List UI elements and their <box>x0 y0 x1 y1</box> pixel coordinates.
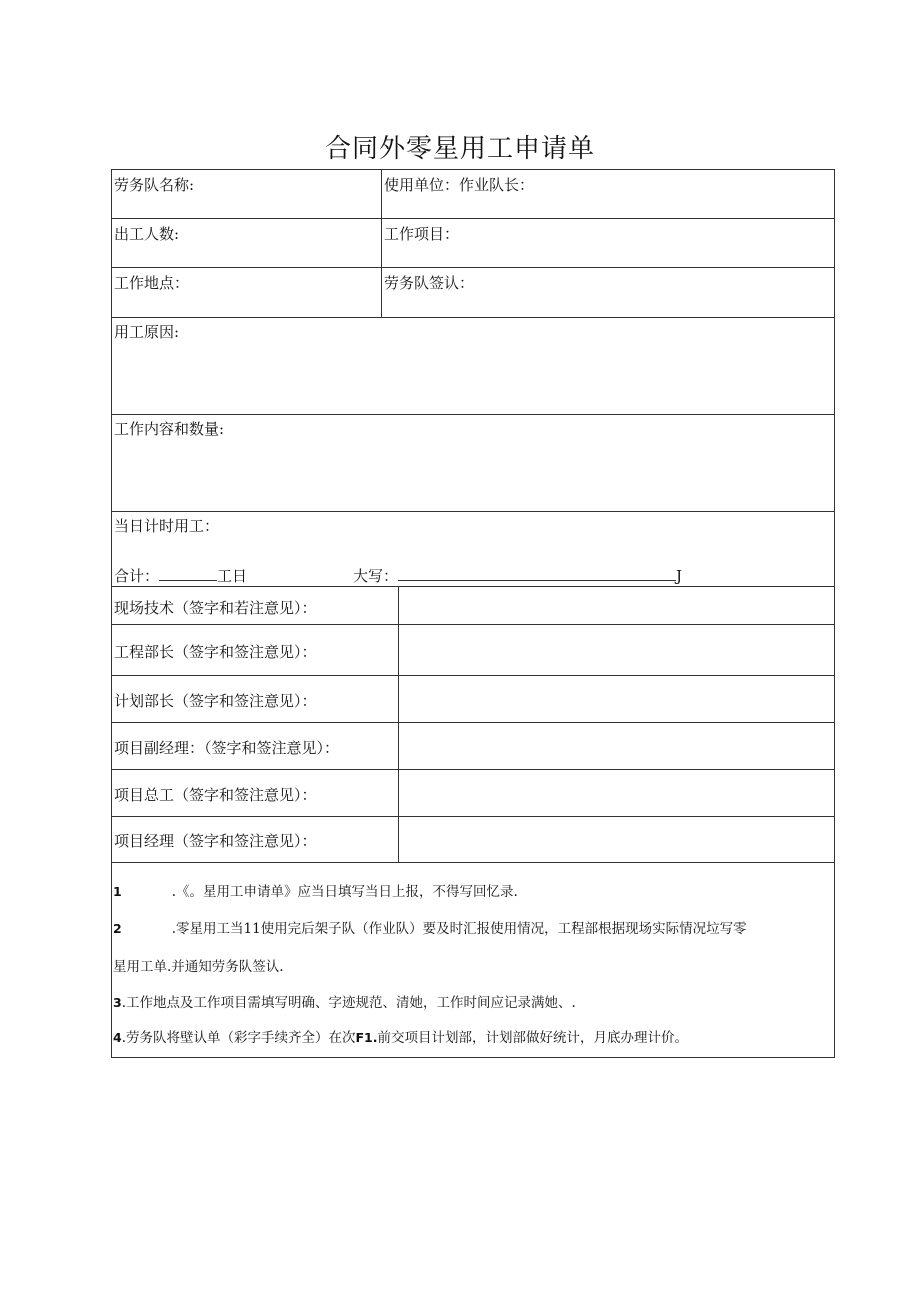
note-bold-code: F1. <box>355 1030 378 1045</box>
signature-row <box>112 723 834 770</box>
row-work-location <box>112 268 834 318</box>
signature-label: 工程部长（签字和签注意见）： <box>114 643 317 661</box>
daily-total-line <box>114 565 682 586</box>
signature-field[interactable] <box>398 817 834 862</box>
daily-hours-section <box>112 512 834 586</box>
note-text: 星用工单.并通知劳务队签认. <box>113 959 284 975</box>
signature-row <box>112 676 834 723</box>
signature-label: 现场技术（签字和若注意见）： <box>114 599 317 617</box>
using-unit-field[interactable] <box>381 170 834 218</box>
worker-count-field[interactable] <box>112 219 381 267</box>
signature-field[interactable] <box>398 587 834 624</box>
signature-row <box>112 625 834 676</box>
note-text-continued: 前交项目计划部，计划部做好统计，月底办理计价。 <box>377 1030 688 1046</box>
signature-label: 项目副经理：（签字和签注意见）： <box>114 739 340 757</box>
signature-field[interactable] <box>398 770 834 816</box>
note-text: .零星用工当11使用完后架子队（作业队）要及时汇报使用情况，工程部根据现场实际情况垃写零 <box>171 921 747 937</box>
worker-count-label: 出工人数: <box>114 225 180 243</box>
note-item <box>113 880 518 900</box>
work-content-label: 工作内容和数量: <box>114 420 225 438</box>
total-unit: 工日 <box>217 567 248 585</box>
work-location-field[interactable] <box>112 268 381 317</box>
signature-label: 计划部长（签字和签注意见）： <box>114 692 317 710</box>
labor-team-confirm-label: 劳务队签认： <box>384 274 475 292</box>
work-item-label: 工作项目： <box>384 225 460 243</box>
note-number: 2 <box>113 921 122 936</box>
note-item <box>113 917 747 937</box>
using-unit-label: 使用单位：作业队长： <box>384 176 535 194</box>
signature-field[interactable] <box>398 625 834 675</box>
total-label: 合计： <box>114 567 160 585</box>
note-number: 1 <box>113 884 122 899</box>
signature-row <box>112 586 834 625</box>
application-form <box>111 169 835 1058</box>
signature-label: 项目经理（签字和签注意见）： <box>114 832 317 850</box>
note-number: 4 <box>113 1030 122 1045</box>
signature-row <box>112 817 834 863</box>
work-item-field[interactable] <box>381 219 834 267</box>
daily-hours-label: 当日计时用工： <box>114 517 220 535</box>
note-text: .劳务队将壁认单（彩字手续齐全）在次 <box>121 1030 356 1046</box>
capital-blank[interactable] <box>398 566 676 581</box>
row-labor-team <box>112 170 834 219</box>
note-item <box>113 955 284 975</box>
note-text: .《。星用工申请单》应当日填写当日上报，不得写回忆录. <box>171 884 518 900</box>
work-content-field[interactable] <box>112 415 834 512</box>
reason-field[interactable] <box>112 318 834 415</box>
note-number: 3 <box>113 995 122 1010</box>
end-mark: J <box>676 567 683 585</box>
work-location-label: 工作地点： <box>114 274 190 292</box>
capital-label: 大写： <box>353 567 399 585</box>
signature-row <box>112 770 834 817</box>
total-blank[interactable] <box>159 566 217 581</box>
signature-label: 项目总工（签字和签注意见）： <box>114 786 317 804</box>
signature-field[interactable] <box>398 676 834 722</box>
row-worker-count <box>112 219 834 268</box>
labor-team-confirm-field[interactable] <box>381 268 834 317</box>
note-item <box>113 1026 688 1046</box>
reason-label: 用工原因: <box>114 323 180 341</box>
labor-team-name-label: 劳务队名称: <box>114 176 195 194</box>
form-title: 合同外零星用工申请单 <box>324 134 595 164</box>
labor-team-name-field[interactable] <box>112 170 381 218</box>
note-item <box>113 991 576 1011</box>
signature-field[interactable] <box>398 723 834 769</box>
note-text: .工作地点及工作项目需填写明确、字迹规范、清她，工作时间应记录满她、. <box>121 995 576 1011</box>
